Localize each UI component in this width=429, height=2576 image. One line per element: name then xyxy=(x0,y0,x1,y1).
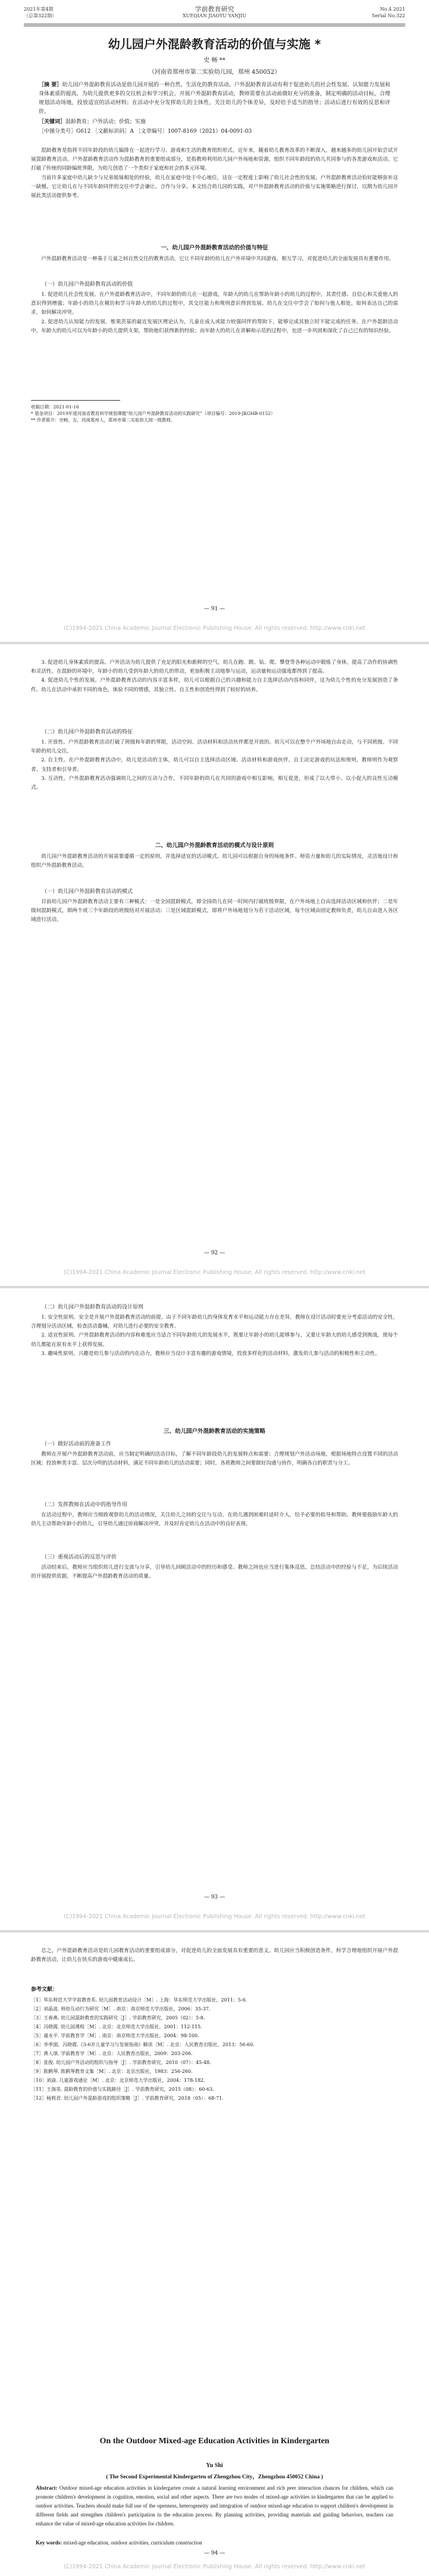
page-3 xyxy=(0,1288,429,1930)
subsection-text: 1. 促进幼儿社会性发展。在户外混龄教育活动中，不同年龄的幼儿在一起游戏，年龄大的幼儿在帮助年龄小的幼儿的过程中，其责任感、自信心和关爱他人的意识得到增强；年龄小的幼儿在模仿和学习年龄大的幼儿的过程中，其交往能力和规则意识得到发展。幼儿在交往中学会了如何与他人相处，如何表达自己的需求，如何解决冲突。 2. 促进幼儿认知能力的发展。维果茨基的最近发展区理论认为，儿童在成人或能力较强同伴的帮助下，能够完成其独立时不能完成的任务。在户外混龄活动中，年龄大的幼儿可以为年龄小的幼儿提供支架，帮助他们获得新的经验；而年龄大的幼儿在讲解和示范的过程中，也进一步巩固和深化了自己已有的知识经验。 xyxy=(31,292,398,334)
section-heading-1: 一、幼儿园户外混龄教育活动的价值与特征 xyxy=(161,245,268,251)
reference-list xyxy=(31,1996,398,2103)
reference-item: ［3］王春燕. 幼儿园混龄教育的实践研究［J］. 学前教育研究，2005（02）：5-8. xyxy=(31,2015,205,2021)
reference-item: ［11］王海英. 混龄教育的价值与实践路径［J］. 学前教育研究，2015（08）：60-63. xyxy=(31,2087,214,2092)
body-text: 3. 促进幼儿身体素质的提高。户外活动为幼儿提供了充足的阳光和新鲜的空气，幼儿在跑、跳、钻、爬、攀登等各种运动中锻炼了身体，提高了动作的协调性和灵活性。在混龄的环境中，年龄小的幼儿受到年龄大的幼儿的带动，更加积极主动地参与运动，运动量和运动强度都得到了提高。 4. 促进幼儿个性的发展。户外混龄教育活动的内容丰富多样，幼儿可以根据自己的兴趣和能力自主选择活动内容和同伴，这为幼儿个性的充分发展创造了条件。幼儿在活动中承担不同的角色，体验不同的情感，其独立性、自主性和创造性得到了较好的培养。 xyxy=(31,660,398,693)
body-text: 目前幼儿园户外混龄教育活动主要有三种模式：一是全园混龄模式，即全园幼儿在同一时间内打破班级界限，在户外场地上自由选择活动区域和伙伴；二是年级间混龄模式，即两个或三个年龄段的班级结对开展活动；三是区域混龄模式，即将户外场地划分为若干活动区域，每个区域由固定教师负责，幼儿自由进入各区域进行活动。 xyxy=(31,899,398,923)
page-2 xyxy=(0,644,429,1286)
page-4 xyxy=(0,1932,429,2576)
subsection-heading: （三）重视活动后的反思与评价 xyxy=(42,1554,117,1560)
abstract: ［摘 要］幼儿园户外混龄教育活动是幼儿园开展的一种自然、生活化的教育活动。户外混龄教育活动有利于促进幼儿的社会性发展、认知能力发展和身体素质的提高，为幼儿提供更多的交往机会和学习机会。开展户外混龄教育活动，教师需要在活动前做好充分的准备，制定明确的活动目标，合理规划活动场地，投放适宜的活动材料；在活动中充分发挥幼儿的主体性，关注幼儿的个体差异，及时给予适当的指导；活动后进行有效的反思和评价。 xyxy=(39,82,390,115)
reference-item: ［9］陈鹤琴. 陈鹤琴教育文集［M］. 北京：北京出版社，1983：256-260. xyxy=(31,2069,193,2074)
header-serial: No.4 2021 Serial No.322 xyxy=(372,7,405,18)
classification: ［中图分类号］G612 ［文献标识码］A ［文章编号］1007-8169（2021）04-0091-03 xyxy=(39,129,252,135)
body-text: 教师在开展户外混龄教育活动前，应当制定明确的活动目标，了解不同年龄段幼儿的发展特点和需要；合理规划户外活动场地，根据场地特点设置不同的活动区域；投放种类丰富、层次分明的活动材料，满足不同年龄幼儿的活动需要；同时，各班教师之间要做好沟通与协作，明确各自的职责与分工。 xyxy=(31,1451,398,1467)
page-number: — 92 — xyxy=(203,1250,226,1256)
reference-item: ［1］华东师范大学学前教育系. 幼儿园教育活动设计［M］. 上海：华东师范大学出版社，2011：5-6. xyxy=(31,1997,248,2003)
section-1-intro: 户外混龄教育活动是一种基于儿童之间自然交往的教育活动，它让不同年龄的幼儿在户外环境中共同游戏，相互学习，对促进幼儿的全面发展具有重要作用。 xyxy=(41,256,394,262)
english-affiliation: ( The Second Experimental Kindergarten of Zhengzhou City，Zhengzhou 450052 China ) xyxy=(106,2474,323,2480)
subsection-heading: （二）幼儿园户外混龄教育活动的特征 xyxy=(42,729,133,735)
section-heading-3: 三、幼儿园户外混龄教育活动的实施策略 xyxy=(163,1428,265,1435)
english-title: On the Outdoor Mixed-age Education Activities in Kindergarten xyxy=(99,2437,330,2446)
page-number: — 94 — xyxy=(203,2550,226,2556)
reference-item: ［5］虞永平. 学前教育学［M］. 南京：南京师范大学出版社，2004：98-100. xyxy=(31,2033,199,2038)
keywords: ［关键词］混龄教育；户外活动；价值；实施 xyxy=(39,119,146,125)
article-title: 幼儿园户外混龄教育活动的价值与实施 * xyxy=(108,37,321,51)
header-journal: 学前教育研究 XUEQIAN JIAOYU YANJIU xyxy=(182,5,247,18)
page-number: — 91 — xyxy=(203,606,226,612)
subsection-heading: （一）幼儿园户外混龄教育活动的价值 xyxy=(42,282,133,288)
reference-item: ［8］张俊. 幼儿园户外活动的组织与指导［J］. 学前教育研究，2010（07）：45-48. xyxy=(31,2060,211,2065)
reference-item: ［6］李季湄，冯晓霞.《3-6岁儿童学习与发展指南》解读［M］. 北京：人民教育出版社，2013：56-60. xyxy=(31,2042,255,2047)
subsection-heading: （二）幼儿园户外混龄教育活动的设计原则 xyxy=(42,1304,144,1310)
footnote-rule xyxy=(31,400,120,401)
footnotes: 收稿日期：2021-01-16 * 基金项目：2019年度河南省教育科学规划课题“幼儿园户外混龄教育活动的实践研究”（项目编号：2019-JKGHB-0152） ** 作者简介：史畅，女，河南郑州人，郑州市第二实验幼儿园一级教师。 xyxy=(31,404,275,423)
body-text: 活动结束后，教师应当组织幼儿进行交流与分享，引导幼儿回顾活动中的经历和感受。教师之间也应当进行集体反思，总结活动中的经验与不足，为后续活动的开展提供依据，不断提高户外混龄教育活动的质量。 xyxy=(31,1565,398,1580)
reference-item: ［4］冯晓霞. 幼儿园课程［M］. 北京：北京师范大学出版社，2001：112-115. xyxy=(31,2024,202,2029)
article-author: 史 畅 ** xyxy=(203,57,226,64)
body-text: 在活动过程中，教师应当细致观察幼儿的活动情况，关注幼儿之间的交往与互动，在幼儿遇到困难时适时介入，给予必要的指导和帮助。教师要鼓励年龄大的幼儿主动帮助年龄小的幼儿，引导幼儿通过协商解决冲突，并及时肯定幼儿在活动中的良好表现。 xyxy=(31,1512,398,1528)
section-2-intro: 幼儿园户外混龄教育活动的开展需要遵循一定的原则，并选择适宜的活动模式。幼儿园可以根据自身的场地条件、师资力量和幼儿的实际情况，灵活地设计和组织户外混龄教育活动。 xyxy=(31,854,398,869)
page-number: — 93 — xyxy=(203,1894,226,1900)
header-issue: 2021年第4期 （总第322期） xyxy=(24,7,57,18)
copyright-watermark: (C)1994-2021 China Academic Journal Electronic Publishing House. All rights reserved. http://www.cnki.net xyxy=(64,1269,365,1276)
english-abstract: Abstract: Outdoor mixed-age education activities in kindergarten create a natural learning environment and rich peer interaction chances for children, which can promote children's development in cognition, emotion, social and other aspects. There are two modes of mixed-age activities in kindergarten that can be applied to outdoor activities. Teachers should make full use of the openness, heterogeneity and integration of outdoor mixed-age education to support children's development in different fields and strengthen children's participation in the education process. By planning activities, providing materials and guiding behaviors, teachers can enhance the value of mixed-age education activities for children. xyxy=(36,2485,394,2527)
english-author: Yu Shi xyxy=(206,2462,223,2469)
reference-item: ［12］杨莉君. 幼儿园户外混龄游戏的组织策略［J］. 学前教育研究，2018（05）：68-71. xyxy=(31,2096,224,2101)
english-keywords: Key words: mixed-age education, outdoor activities, curriculum construction xyxy=(36,2540,202,2546)
copyright-watermark: (C)1994-2021 China Academic Journal Electronic Publishing House. All rights reserved. http://www.cnki.net xyxy=(64,625,365,632)
intro-text: 混龄教育是指将不同年龄段的幼儿编排在一起进行学习、游戏和生活的教育组织形式。近年来，随着幼儿教育改革的不断深入，越来越多的幼儿园开始尝试开展混龄教育活动。户外混龄教育活动作为混龄教育的重要组成部分，是指教师利用幼儿园户外场地和资源，组织不同年龄段的幼儿共同参与的各类游戏和活动。它打破了传统的同龄编班界限，为幼儿创造了一个类似于家庭和社会的多元环境。 当前许多家庭中幼儿缺少与兄弟姐妹相处的经验，幼儿在家庭中处于中心地位，这在一定程度上影响了幼儿社会性的发展。户外混龄教育活动恰好能够弥补这一缺憾，它让幼儿在与不同年龄同伴的交往中学会谦让、合作与分享。本文结合幼儿园的实践，对户外混龄教育活动的价值与实施策略进行探讨，以期为幼儿园开展此类活动提供参考。 xyxy=(31,148,398,199)
section-heading-2: 二、幼儿园户外混龄教育活动的模式与设计原则 xyxy=(155,842,274,849)
copyright-watermark: (C)1994-2021 China Academic Journal Electronic Publishing House. All rights reserved. http://www.cnki.net xyxy=(64,1913,365,1920)
article-affiliation: （河南省郑州市第二实验幼儿园，郑州 450052） xyxy=(148,69,281,76)
subsection-heading: （二）发挥教师在活动中的指导作用 xyxy=(42,1502,128,1508)
page-1 xyxy=(0,0,429,642)
subsection-heading: （一）做好活动前的准备工作 xyxy=(42,1441,112,1447)
page-header xyxy=(24,6,405,24)
reference-item: ［7］黄人颂. 学前教育学［M］. 北京：人民教育出版社，2009：203-206. xyxy=(31,2051,193,2056)
reference-item: ［2］刘晶波. 师幼互动行为研究［M］. 南京：南京师范大学出版社，2006：35-37. xyxy=(31,2006,211,2012)
reference-item: ［10］刘焱. 儿童游戏通论［M］. 北京：北京师范大学出版社，2004：178-182. xyxy=(31,2078,205,2083)
conclusion-text: 总之，户外混龄教育活动是幼儿园教育活动的重要组成部分，对促进幼儿的全面发展具有重要的意义。幼儿园应当积极创造条件，科学合理地组织开展户外混龄教育活动，让幼儿在快乐的游戏中健康成长。 xyxy=(31,1948,398,1963)
subsection-heading: （一）幼儿园户外混龄教育活动的模式 xyxy=(42,889,133,895)
references-heading: 参考文献： xyxy=(31,1987,58,1993)
body-text: 1. 安全性原则。安全是开展户外混龄教育活动的前提。由于不同年龄幼儿的身体发育水平和运动能力存在差异，教师在设计活动时要充分考虑活动的安全性，合理划分活动区域，检查活动器械，对幼儿进行必要的安全教育。 2. 适宜性原则。户外混龄教育活动的内容和难度应当适合不同年龄幼儿的发展水平，既要让年龄小的幼儿能够参与，又要让年龄大的幼儿感受到挑战，使每个幼儿都能在原有水平上获得发展。 3. 趣味性原则。兴趣是幼儿参与活动的内在动力，教师应当设计丰富有趣的游戏情境，投放多样化的活动材料，激发幼儿参与活动的积极性和主动性。 xyxy=(31,1314,398,1357)
copyright-watermark: (C)1994-2021 China Academic Journal Electronic Publishing House. All rights reserved. http://www.cnki.net xyxy=(64,2563,365,2570)
body-text: 1. 开放性。户外混龄教育活动打破了班级和年龄的界限，活动空间、活动材料和活动伙伴都是开放的。幼儿可以在整个户外场地自由走动，与不同班级、不同年龄的幼儿交往。 2. 自主性。在户外混龄教育活动中，幼儿是活动的主体，幼儿可以自主选择活动区域、活动材料和游戏伙伴，自主决定游戏的玩法和规则，教师则作为观察者、支持者和引导者。 3. 互动性。户外混龄教育活动强调幼儿之间的互动与合作，不同年龄的幼儿在共同的游戏中相互影响，相互促进，形成了以大带小、以小促大的良性互动模式。 xyxy=(31,739,398,791)
